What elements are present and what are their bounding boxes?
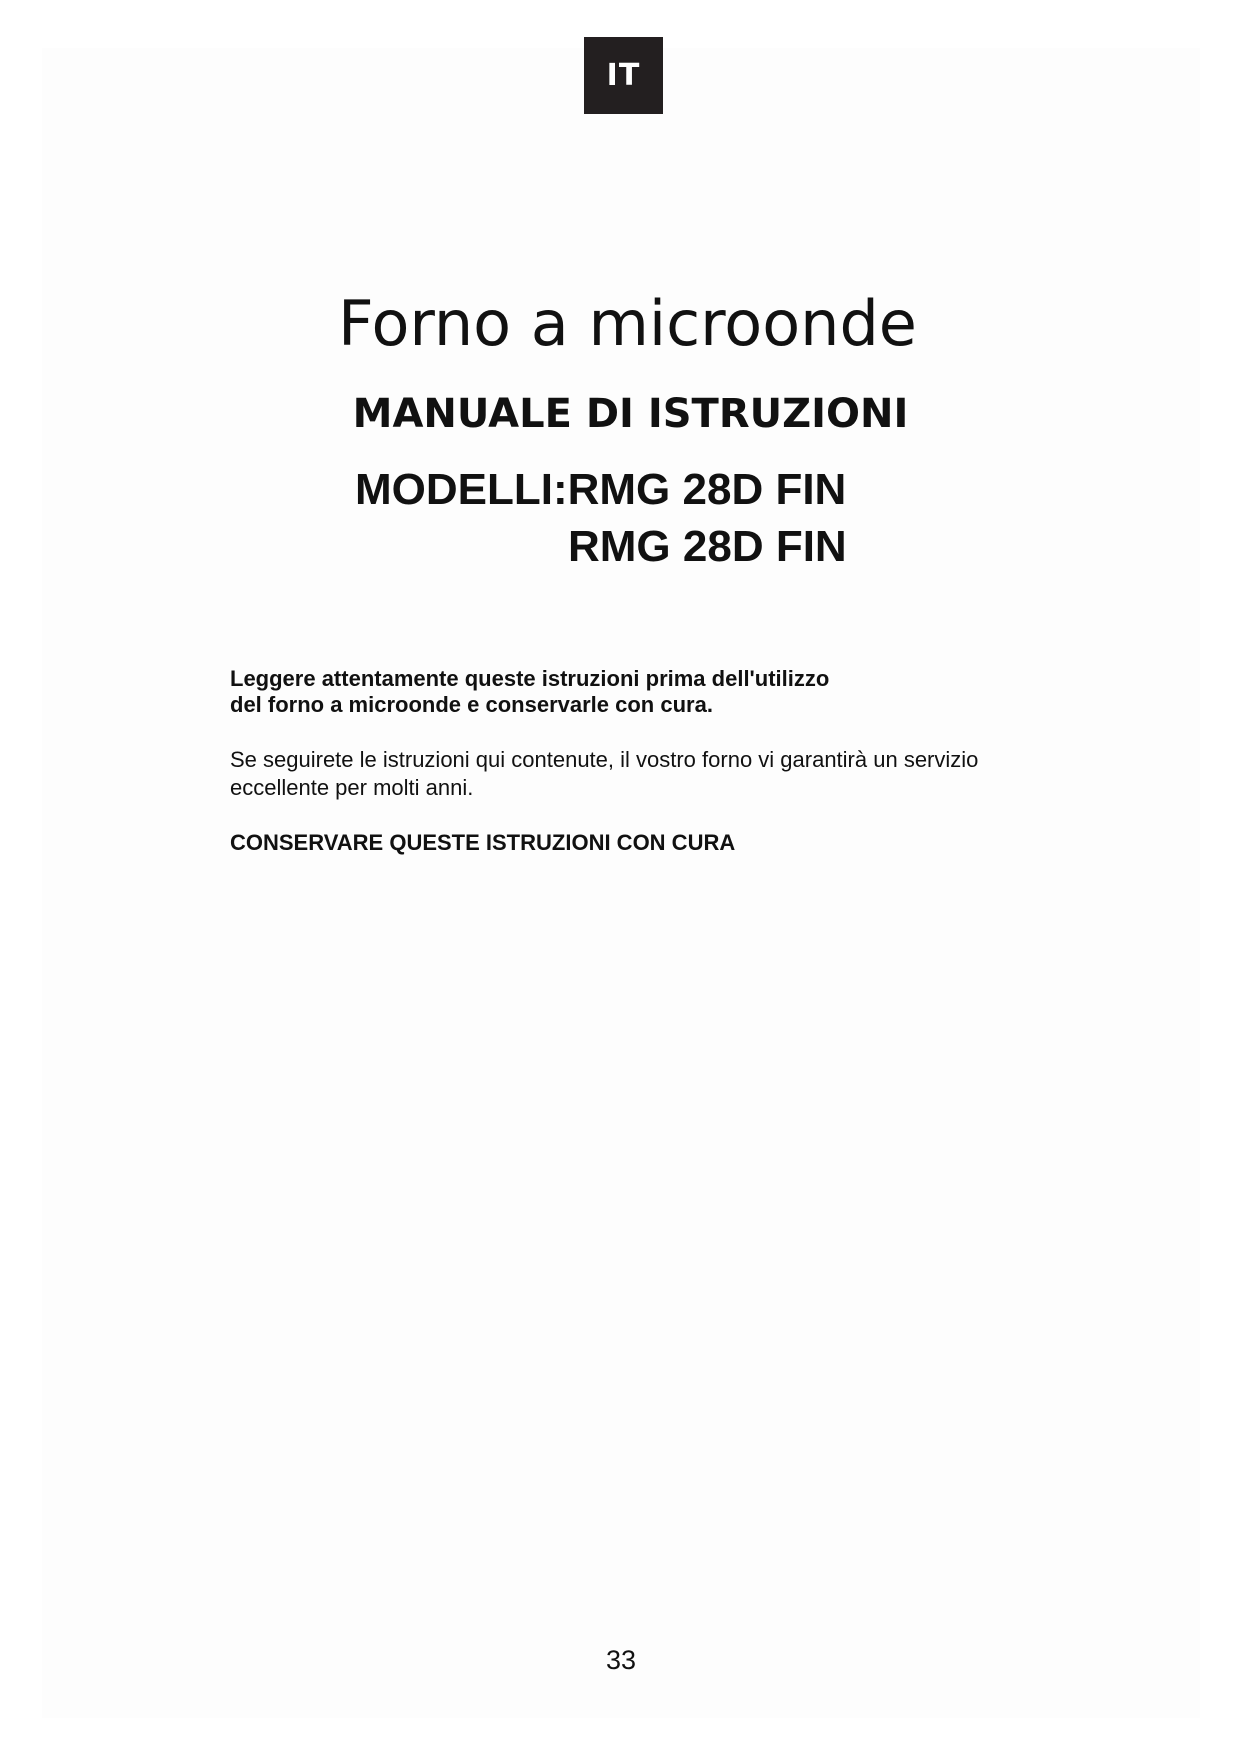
models-line-1: MODELLI:RMG 28D FIN [355, 465, 847, 514]
intro-line: del forno a microonde e conservarle con cura. [230, 692, 713, 717]
keep-instructions-notice: CONSERVARE QUESTE ISTRUZIONI CON CURA [230, 830, 736, 855]
body-line: Se seguirete le istruzioni qui contenute, il vostro forno vi garantirà un servizio [230, 747, 979, 772]
intro-line: Leggere attentamente queste istruzioni prima dell'utilizzo [230, 666, 830, 691]
document-title: Forno a microonde [338, 287, 917, 360]
page-number: 33 [605, 1645, 637, 1675]
intro-paragraph [230, 666, 1050, 718]
language-badge: IT [584, 37, 663, 114]
body-line: eccellente per molti anni. [230, 775, 474, 800]
models-line-2: RMG 28D FIN [568, 522, 847, 571]
document-subtitle: MANUALE DI ISTRUZIONI [352, 391, 909, 437]
body-paragraph [230, 746, 1080, 802]
